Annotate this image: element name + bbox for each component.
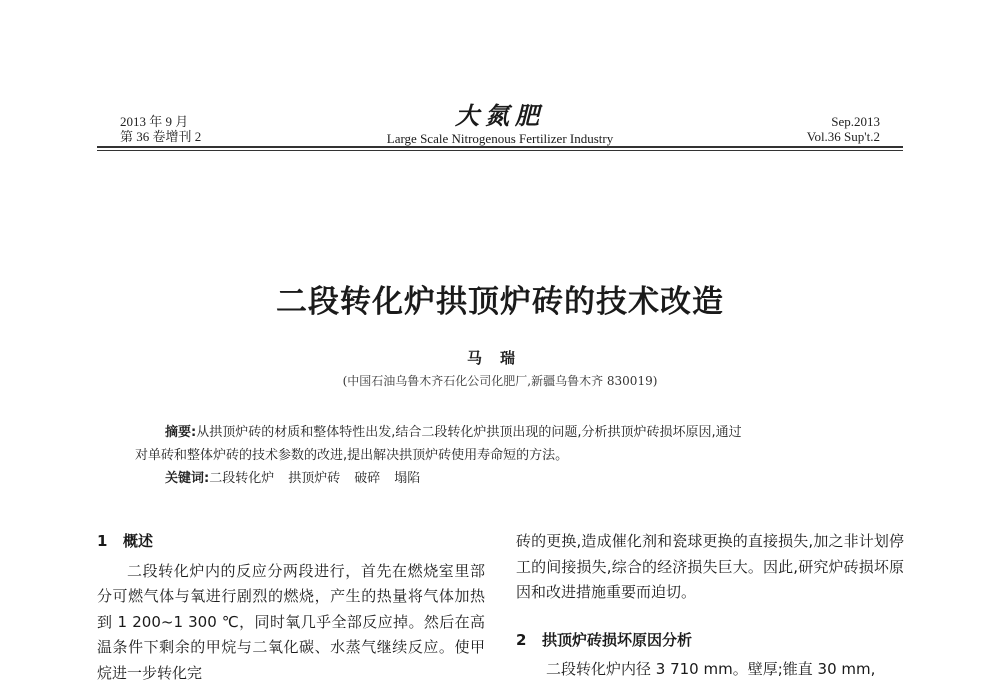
section-paragraph: 二段转化炉内的反应分两段进行，首先在燃烧室里部分可燃气体与氧进行剧烈的燃烧，产生的热量将气体加热到 1 200~1 300 ℃，同时氧几乎全部反应掉。然后在高温条件下剩余的甲烷与二氧化碳、水蒸气继续反应。使甲烷进一步转化完 — [97, 559, 485, 686]
keyword: 二段转化炉 — [209, 471, 274, 486]
section-title: 拱顶炉砖损坏原因分析 — [542, 631, 692, 649]
article-affiliation: (中国石油乌鲁木齐石化公司化肥厂,新疆乌鲁木齐 830019) — [0, 372, 1000, 389]
article-title: 二段转化炉拱顶炉砖的技术改造 — [0, 276, 1000, 321]
section-title: 概述 — [123, 532, 153, 550]
abstract-line1: 摘要:从拱顶炉砖的材质和整体特性出发,结合二段转化炉拱顶出现的问题,分析拱顶炉砖损坏原因,通过 — [135, 421, 865, 444]
abstract — [135, 421, 865, 467]
keyword: 破碎 — [354, 471, 380, 486]
keywords — [165, 467, 434, 486]
issue-date-en: Sep.2013 — [807, 114, 880, 129]
header-rule-thin — [97, 150, 903, 151]
continued-paragraph: 砖的更换,造成催化剂和瓷球更换的直接损失,加之非计划停工的间接损失,综合的经济损失巨大。因此,研究炉砖损坏原因和改进措施重要而迫切。 — [516, 529, 904, 606]
keywords-label: 关键词: — [165, 471, 209, 486]
journal-name-en: Large Scale Nitrogenous Fertilizer Industry — [0, 131, 1000, 147]
abstract-line2: 对单砖和整体炉砖的技术参数的改进,提出解决拱顶炉砖使用寿命短的方法。 — [135, 448, 568, 463]
volume-cn: 第 36 卷增刊 2 — [120, 129, 201, 144]
journal-name-cn: 大氮肥 — [0, 103, 1000, 129]
section-number: 1 — [97, 529, 123, 555]
issue-date-cn: 2013 年 9 月 — [120, 114, 201, 129]
section-paragraph: 二段转化炉内径 3 710 mm。壁厚;锥直 30 mm, — [516, 657, 904, 683]
article-author: 马瑞 — [0, 347, 1000, 368]
abstract-label: 摘要: — [165, 425, 196, 440]
section-heading — [516, 628, 904, 654]
header-right — [807, 114, 880, 144]
volume-en: Vol.36 Sup't.2 — [807, 129, 880, 144]
section-heading — [97, 529, 485, 555]
keyword: 拱顶炉砖 — [288, 471, 340, 486]
keyword: 塌陷 — [394, 471, 420, 486]
section-number: 2 — [516, 628, 542, 654]
body-column-right — [516, 529, 904, 683]
body-column-left — [97, 529, 485, 686]
header-rule-thick — [97, 146, 903, 148]
